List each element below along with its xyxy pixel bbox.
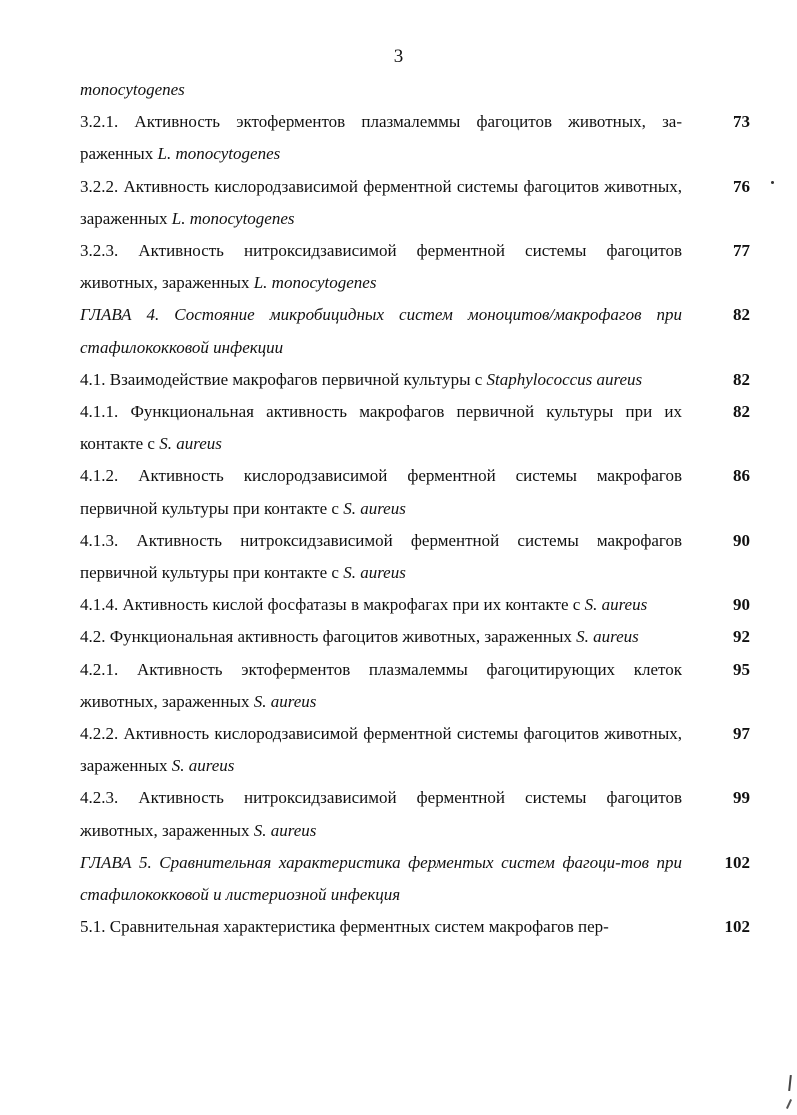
toc-entry-page: 92 bbox=[733, 627, 750, 647]
toc-continuation-text: monocytogenes bbox=[80, 80, 185, 99]
toc-entry bbox=[80, 589, 750, 621]
toc-entry bbox=[80, 718, 750, 782]
table-of-contents bbox=[80, 74, 750, 943]
toc-continuation bbox=[80, 74, 750, 106]
toc-entry-text: 4.1.2. Активность кислородзависимой ферментной системы макрофагов первичной культуры при контакте с S. aureus bbox=[80, 466, 682, 518]
toc-entry-text: 3.2.2. Активность кислородзависимой ферментной системы фагоцитов животных, зараженных L. monocytogenes bbox=[80, 176, 682, 228]
toc-entry-page: 97 bbox=[733, 724, 750, 744]
toc-entry-text: 4.1.1. Функциональная активность макрофагов первичной культуры при их контакте с S. aureus bbox=[80, 402, 682, 454]
toc-entry bbox=[80, 235, 750, 299]
toc-entry-text: 4.2.1. Активность эктоферментов плазмалеммы фагоцитирующих клеток животных, зараженных S. aureus bbox=[80, 659, 682, 711]
toc-entry-page: 90 bbox=[733, 530, 750, 550]
toc-entry-page: 86 bbox=[733, 466, 750, 486]
toc-entry bbox=[80, 525, 750, 589]
toc-chapter-text: ГЛАВА 4. Состояние микробицидных систем моноцитов/макрофагов при стафилококковой инфекции bbox=[80, 305, 682, 357]
toc-entry bbox=[80, 782, 750, 846]
toc-entry-text: 4.1.3. Активность нитроксидзависимой ферментной системы макрофагов первичной культуры при контакте с S. aureus bbox=[80, 530, 682, 583]
toc-entry-page: 102 bbox=[724, 917, 750, 937]
toc-entry bbox=[80, 621, 750, 653]
toc-entry bbox=[80, 106, 750, 170]
toc-entry-text: 4.2.2. Активность кислородзависимой ферментной системы фагоцитов животных, зараженных S. aureus bbox=[80, 724, 682, 776]
toc-entry bbox=[80, 364, 750, 396]
toc-chapter-entry bbox=[80, 847, 750, 911]
toc-entry-page: 73 bbox=[733, 112, 750, 132]
toc-entry bbox=[80, 911, 750, 943]
toc-entry-page: 82 bbox=[733, 369, 750, 389]
toc-entry-page: 99 bbox=[733, 788, 750, 808]
toc-entry-text: 3.2.3. Активность нитроксидзависимой ферментной системы фагоцитов животных, зараженных L. monocytogenes bbox=[80, 241, 682, 293]
toc-entry-text: 4.2. Функциональная активность фагоцитов животных, зараженных S. aureus bbox=[80, 627, 639, 647]
toc-entry-page: 82 bbox=[733, 305, 750, 325]
toc-entry-page: 95 bbox=[733, 659, 750, 679]
toc-entry bbox=[80, 654, 750, 718]
toc-entry-text: 4.2.3. Активность нитроксидзависимой ферментной системы фагоцитов животных, зараженных S. aureus bbox=[80, 788, 682, 840]
toc-entry-text: 5.1. Сравнительная характеристика ферментных систем макрофагов пер- bbox=[80, 917, 609, 937]
scan-mark bbox=[786, 1099, 792, 1109]
toc-entry-page: 77 bbox=[733, 241, 750, 261]
scan-mark bbox=[788, 1075, 792, 1091]
toc-entry bbox=[80, 171, 750, 235]
toc-entry bbox=[80, 460, 750, 524]
toc-entry-text: 4.1. Взаимодействие макрофагов первичной культуры с Staphylococcus aureus bbox=[80, 369, 643, 389]
toc-chapter-text: ГЛАВА 5. Сравнительная характеристика ферментых систем фагоци-тов при стафилококковой и листериозной инфекция bbox=[80, 852, 682, 905]
page-number: 3 bbox=[393, 46, 404, 67]
toc-entry-page: 82 bbox=[733, 402, 750, 422]
toc-chapter-entry bbox=[80, 299, 750, 363]
toc-entry-page: 102 bbox=[724, 852, 750, 872]
toc-entry bbox=[80, 396, 750, 460]
toc-entry-text: 3.2.1. Активность эктоферментов плазмалеммы фагоцитов животных, за-раженных L. monocytogenes bbox=[80, 112, 682, 164]
toc-entry-text: 4.1.4. Активность кислой фосфатазы в макрофагах при их контакте с S. aureus bbox=[80, 595, 648, 615]
toc-entry-page: 76 bbox=[733, 176, 750, 196]
toc-entry-page: 90 bbox=[733, 595, 750, 615]
scan-speck bbox=[771, 181, 774, 184]
